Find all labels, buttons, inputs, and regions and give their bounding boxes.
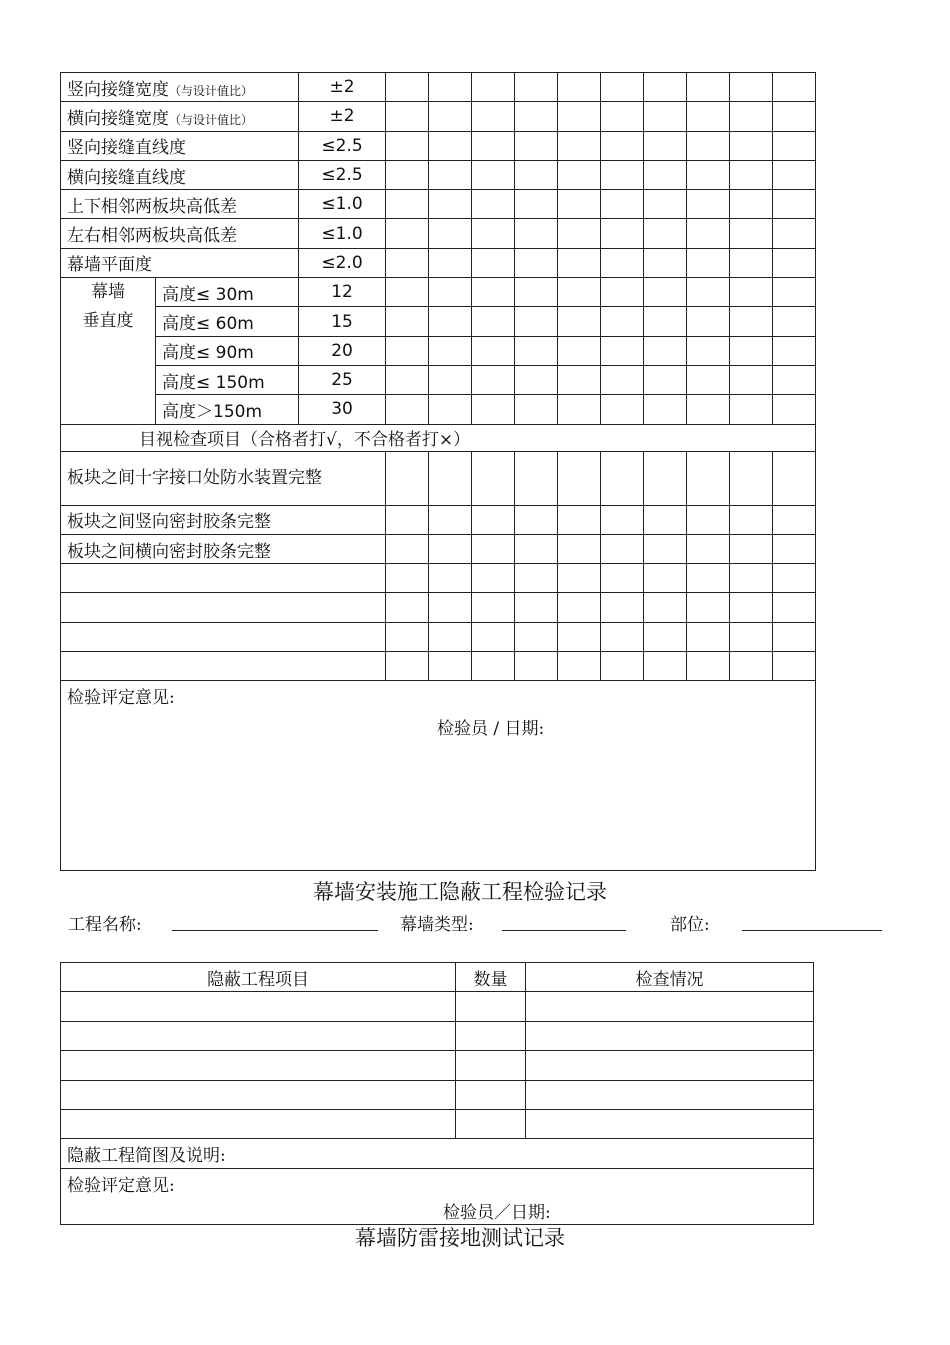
check-cell[interactable] <box>601 102 644 131</box>
check-cell[interactable] <box>601 622 644 651</box>
inspector-label: 检验员／日期: <box>443 1202 551 1223</box>
check-cell[interactable] <box>558 652 601 681</box>
check-cell[interactable] <box>386 451 429 505</box>
check-cell[interactable] <box>644 219 687 248</box>
check-cell[interactable] <box>773 652 816 681</box>
check-cell[interactable] <box>730 652 773 681</box>
check-cell[interactable] <box>558 365 601 394</box>
table-row <box>61 395 816 424</box>
header-quantity: 数量 <box>456 963 526 992</box>
check-cell[interactable] <box>730 73 773 102</box>
check-cell[interactable] <box>773 219 816 248</box>
check-cell[interactable] <box>773 534 816 563</box>
height-range-cell: 高度≤ 30m <box>156 278 299 307</box>
wall-type-field[interactable] <box>502 930 626 931</box>
blank-cell[interactable] <box>456 1051 526 1080</box>
tolerance-cell: ±2 <box>299 102 386 131</box>
check-cell[interactable] <box>558 622 601 651</box>
section-title-lightning-test: 幕墙防雷接地测试记录 <box>355 1226 565 1250</box>
table-row <box>61 564 816 593</box>
check-cell[interactable] <box>601 336 644 365</box>
check-cell[interactable] <box>515 278 558 307</box>
check-cell[interactable] <box>558 505 601 534</box>
check-cell[interactable] <box>773 278 816 307</box>
check-cell[interactable] <box>429 160 472 189</box>
blank-cell[interactable] <box>456 1080 526 1109</box>
check-cell[interactable] <box>773 395 816 424</box>
check-cell[interactable] <box>644 307 687 336</box>
table-row <box>61 652 816 681</box>
check-cell[interactable] <box>429 131 472 160</box>
check-cell[interactable] <box>730 395 773 424</box>
check-cell[interactable] <box>730 534 773 563</box>
item-note: （与设计值比） <box>169 83 254 98</box>
check-cell[interactable] <box>644 564 687 593</box>
tolerance-cell: ≤1.0 <box>299 190 386 219</box>
remark-cell[interactable] <box>61 1168 814 1224</box>
check-cell[interactable] <box>472 534 515 563</box>
blank-cell[interactable] <box>61 1021 456 1050</box>
blank-cell[interactable] <box>526 1080 814 1109</box>
table-row <box>61 505 816 534</box>
tolerance-cell: 20 <box>299 336 386 365</box>
check-cell[interactable] <box>472 219 515 248</box>
check-cell[interactable] <box>472 73 515 102</box>
check-cell[interactable] <box>687 102 730 131</box>
check-cell[interactable] <box>773 365 816 394</box>
check-cell[interactable] <box>472 505 515 534</box>
project-name-field[interactable] <box>172 930 378 931</box>
check-cell[interactable] <box>386 102 429 131</box>
remark-label: 检验评定意见: <box>67 1175 175 1196</box>
check-cell[interactable] <box>472 652 515 681</box>
check-cell[interactable] <box>429 365 472 394</box>
check-cell[interactable] <box>515 248 558 277</box>
check-cell[interactable] <box>730 593 773 622</box>
verticality-label-line1: 幕墙 <box>91 282 125 303</box>
item-label: 竖向接缝宽度 <box>67 79 169 100</box>
height-range-cell: 高度≤ 60m <box>156 307 299 336</box>
blank-cell[interactable] <box>526 1021 814 1050</box>
check-cell[interactable] <box>644 336 687 365</box>
table-row <box>61 1109 814 1138</box>
tolerance-cell: ≤1.0 <box>299 219 386 248</box>
check-cell[interactable] <box>687 73 730 102</box>
item-cell <box>61 248 299 277</box>
check-cell[interactable] <box>429 593 472 622</box>
check-cell[interactable] <box>730 131 773 160</box>
wall-type-label: 幕墙类型: <box>400 915 474 935</box>
check-cell[interactable] <box>386 622 429 651</box>
check-cell[interactable] <box>515 336 558 365</box>
check-cell[interactable] <box>472 190 515 219</box>
check-cell[interactable] <box>429 505 472 534</box>
blank-item-cell[interactable] <box>61 593 386 622</box>
item-cell <box>61 219 299 248</box>
check-cell[interactable] <box>429 652 472 681</box>
check-cell[interactable] <box>601 395 644 424</box>
blank-item-cell[interactable] <box>61 564 386 593</box>
check-cell[interactable] <box>558 307 601 336</box>
check-cell[interactable] <box>601 365 644 394</box>
check-cell[interactable] <box>515 131 558 160</box>
blank-cell[interactable] <box>61 1109 456 1138</box>
check-cell[interactable] <box>515 451 558 505</box>
check-cell[interactable] <box>601 593 644 622</box>
check-cell[interactable] <box>472 451 515 505</box>
table-row <box>61 1021 814 1050</box>
table-row <box>61 190 816 219</box>
visual-item: 板块之间竖向密封胶条完整 <box>61 505 386 534</box>
check-cell[interactable] <box>515 190 558 219</box>
check-cell[interactable] <box>687 307 730 336</box>
check-cell[interactable] <box>687 652 730 681</box>
blank-cell[interactable] <box>61 1080 456 1109</box>
table-row <box>61 1080 814 1109</box>
table-row <box>61 307 816 336</box>
check-cell[interactable] <box>601 73 644 102</box>
check-cell[interactable] <box>515 102 558 131</box>
check-cell[interactable] <box>687 593 730 622</box>
tolerance-cell: ≤2.0 <box>299 248 386 277</box>
check-cell[interactable] <box>644 451 687 505</box>
check-cell[interactable] <box>601 190 644 219</box>
check-cell[interactable] <box>429 395 472 424</box>
header-hidden-item: 隐蔽工程项目 <box>61 963 456 992</box>
check-cell[interactable] <box>429 219 472 248</box>
check-cell[interactable] <box>472 622 515 651</box>
check-cell[interactable] <box>601 160 644 189</box>
remark-row <box>61 681 816 871</box>
tolerance-cell: ±2 <box>299 73 386 102</box>
check-cell[interactable] <box>386 73 429 102</box>
remark-cell[interactable] <box>61 681 816 871</box>
check-cell[interactable] <box>386 534 429 563</box>
check-cell[interactable] <box>515 622 558 651</box>
check-cell[interactable] <box>601 278 644 307</box>
check-cell[interactable] <box>429 534 472 563</box>
check-cell[interactable] <box>773 451 816 505</box>
item-label: 左右相邻两板块高低差 <box>67 226 237 247</box>
tolerance-cell: 15 <box>299 307 386 336</box>
check-cell[interactable] <box>644 365 687 394</box>
check-cell[interactable] <box>644 395 687 424</box>
check-cell[interactable] <box>687 534 730 563</box>
check-cell[interactable] <box>558 190 601 219</box>
check-cell[interactable] <box>472 102 515 131</box>
check-cell[interactable] <box>558 219 601 248</box>
check-cell[interactable] <box>601 307 644 336</box>
check-cell[interactable] <box>515 564 558 593</box>
check-cell[interactable] <box>730 190 773 219</box>
check-cell[interactable] <box>429 336 472 365</box>
check-cell[interactable] <box>472 365 515 394</box>
check-cell[interactable] <box>644 73 687 102</box>
check-cell[interactable] <box>515 307 558 336</box>
remark-label: 检验评定意见: <box>67 688 175 709</box>
check-cell[interactable] <box>386 564 429 593</box>
table-row <box>61 1051 814 1080</box>
check-cell[interactable] <box>472 278 515 307</box>
check-cell[interactable] <box>472 564 515 593</box>
check-cell[interactable] <box>730 278 773 307</box>
check-cell[interactable] <box>773 505 816 534</box>
check-cell[interactable] <box>644 652 687 681</box>
check-cell[interactable] <box>644 102 687 131</box>
blank-cell[interactable] <box>526 1051 814 1080</box>
check-cell[interactable] <box>687 564 730 593</box>
check-cell[interactable] <box>687 505 730 534</box>
check-cell[interactable] <box>644 505 687 534</box>
check-cell[interactable] <box>472 395 515 424</box>
blank-cell[interactable] <box>526 1109 814 1138</box>
table-row <box>61 534 816 563</box>
location-label: 部位: <box>670 915 710 935</box>
check-cell[interactable] <box>730 564 773 593</box>
item-cell <box>61 190 299 219</box>
check-cell[interactable] <box>687 336 730 365</box>
check-cell[interactable] <box>386 160 429 189</box>
check-cell[interactable] <box>386 395 429 424</box>
check-cell[interactable] <box>515 652 558 681</box>
check-cell[interactable] <box>601 248 644 277</box>
check-cell[interactable] <box>730 307 773 336</box>
item-cell <box>61 73 299 102</box>
check-cell[interactable] <box>687 395 730 424</box>
height-range-cell: 高度≤ 150m <box>156 365 299 394</box>
check-cell[interactable] <box>472 336 515 365</box>
check-cell[interactable] <box>601 131 644 160</box>
check-cell[interactable] <box>558 131 601 160</box>
check-cell[interactable] <box>601 534 644 563</box>
check-cell[interactable] <box>429 307 472 336</box>
check-cell[interactable] <box>429 190 472 219</box>
hidden-works-table <box>60 962 814 1225</box>
tolerance-cell: ≤2.5 <box>299 131 386 160</box>
check-cell[interactable] <box>644 593 687 622</box>
check-cell[interactable] <box>730 219 773 248</box>
check-cell[interactable] <box>558 160 601 189</box>
check-cell[interactable] <box>730 102 773 131</box>
check-cell[interactable] <box>730 365 773 394</box>
check-cell[interactable] <box>515 73 558 102</box>
visual-item: 板块之间十字接口处防水装置完整 <box>61 451 386 505</box>
check-cell[interactable] <box>687 248 730 277</box>
project-meta-line <box>68 910 898 934</box>
item-cell <box>61 102 299 131</box>
item-cell <box>61 131 299 160</box>
blank-item-cell[interactable] <box>61 622 386 651</box>
blank-item-cell[interactable] <box>61 652 386 681</box>
check-cell[interactable] <box>601 564 644 593</box>
sketch-label: 隐蔽工程简图及说明: <box>61 1139 814 1168</box>
height-range-cell: 高度＞150m <box>156 395 299 424</box>
check-cell[interactable] <box>558 564 601 593</box>
check-cell[interactable] <box>730 160 773 189</box>
check-cell[interactable] <box>386 505 429 534</box>
check-cell[interactable] <box>730 451 773 505</box>
check-cell[interactable] <box>386 593 429 622</box>
tolerance-inspection-table <box>60 72 816 871</box>
check-cell[interactable] <box>472 593 515 622</box>
location-field[interactable] <box>742 930 882 931</box>
height-range-cell: 高度≤ 90m <box>156 336 299 365</box>
check-cell[interactable] <box>644 190 687 219</box>
check-cell[interactable] <box>386 248 429 277</box>
table-row <box>61 365 816 394</box>
item-cell <box>61 160 299 189</box>
table-row <box>61 336 816 365</box>
check-cell[interactable] <box>429 451 472 505</box>
check-cell[interactable] <box>773 160 816 189</box>
table-row <box>61 160 816 189</box>
check-cell[interactable] <box>558 593 601 622</box>
check-cell[interactable] <box>515 395 558 424</box>
check-cell[interactable] <box>644 278 687 307</box>
tolerance-cell: 30 <box>299 395 386 424</box>
check-cell[interactable] <box>773 190 816 219</box>
check-cell[interactable] <box>515 160 558 189</box>
check-cell[interactable] <box>558 395 601 424</box>
check-cell[interactable] <box>644 248 687 277</box>
check-cell[interactable] <box>472 307 515 336</box>
table-row <box>61 451 816 505</box>
visual-item: 板块之间横向密封胶条完整 <box>61 534 386 563</box>
table-row <box>61 593 816 622</box>
section-title-hidden-works: 幕墙安装施工隐蔽工程检验记录 <box>313 880 607 904</box>
check-cell[interactable] <box>773 102 816 131</box>
check-cell[interactable] <box>730 622 773 651</box>
item-label: 横向接缝直线度 <box>67 167 186 188</box>
check-cell[interactable] <box>687 622 730 651</box>
check-cell[interactable] <box>386 190 429 219</box>
inspector-label: 检验员 / 日期: <box>437 719 545 740</box>
check-cell[interactable] <box>773 248 816 277</box>
blank-cell[interactable] <box>61 1051 456 1080</box>
check-cell[interactable] <box>558 278 601 307</box>
header-inspection-status: 检查情况 <box>526 963 814 992</box>
check-cell[interactable] <box>687 131 730 160</box>
item-note: （与设计值比） <box>169 112 254 127</box>
check-cell[interactable] <box>429 622 472 651</box>
check-cell[interactable] <box>429 73 472 102</box>
check-cell[interactable] <box>644 131 687 160</box>
visual-header-row <box>61 424 816 451</box>
check-cell[interactable] <box>386 219 429 248</box>
table-row <box>61 102 816 131</box>
check-cell[interactable] <box>644 160 687 189</box>
check-cell[interactable] <box>687 219 730 248</box>
check-cell[interactable] <box>429 248 472 277</box>
check-cell[interactable] <box>773 336 816 365</box>
project-name-label: 工程名称: <box>68 915 142 935</box>
check-cell[interactable] <box>429 102 472 131</box>
item-label: 横向接缝宽度 <box>67 108 169 129</box>
check-cell[interactable] <box>601 219 644 248</box>
check-cell[interactable] <box>558 336 601 365</box>
check-cell[interactable] <box>773 131 816 160</box>
check-cell[interactable] <box>558 73 601 102</box>
check-cell[interactable] <box>472 160 515 189</box>
table-row <box>61 219 816 248</box>
check-cell[interactable] <box>644 622 687 651</box>
check-cell[interactable] <box>730 336 773 365</box>
table-row <box>61 278 816 307</box>
check-cell[interactable] <box>386 336 429 365</box>
check-cell[interactable] <box>429 278 472 307</box>
table-header-row <box>61 963 814 992</box>
blank-cell[interactable] <box>526 992 814 1021</box>
tolerance-cell: 12 <box>299 278 386 307</box>
verticality-group-cell <box>61 278 156 424</box>
blank-cell[interactable] <box>456 1109 526 1138</box>
blank-cell[interactable] <box>456 992 526 1021</box>
check-cell[interactable] <box>687 278 730 307</box>
check-cell[interactable] <box>687 160 730 189</box>
check-cell[interactable] <box>386 652 429 681</box>
table-row <box>61 992 814 1021</box>
check-cell[interactable] <box>386 278 429 307</box>
blank-cell[interactable] <box>61 992 456 1021</box>
check-cell[interactable] <box>687 451 730 505</box>
blank-cell[interactable] <box>456 1021 526 1050</box>
check-cell[interactable] <box>730 505 773 534</box>
check-cell[interactable] <box>515 593 558 622</box>
check-cell[interactable] <box>472 248 515 277</box>
table-row <box>61 248 816 277</box>
check-cell[interactable] <box>601 451 644 505</box>
check-cell[interactable] <box>687 190 730 219</box>
check-cell[interactable] <box>515 219 558 248</box>
check-cell[interactable] <box>773 593 816 622</box>
check-cell[interactable] <box>558 248 601 277</box>
verticality-label-line2: 垂直度 <box>82 311 134 332</box>
item-label: 幕墙平面度 <box>67 255 152 276</box>
check-cell[interactable] <box>386 131 429 160</box>
remark-row <box>61 1168 814 1224</box>
check-cell[interactable] <box>558 451 601 505</box>
check-cell[interactable] <box>601 505 644 534</box>
item-label: 竖向接缝直线度 <box>67 138 186 159</box>
check-cell[interactable] <box>773 564 816 593</box>
check-cell[interactable] <box>515 534 558 563</box>
check-cell[interactable] <box>730 248 773 277</box>
check-cell[interactable] <box>773 622 816 651</box>
check-cell[interactable] <box>558 102 601 131</box>
check-cell[interactable] <box>558 534 601 563</box>
sketch-row <box>61 1139 814 1168</box>
check-cell[interactable] <box>515 365 558 394</box>
check-cell[interactable] <box>515 505 558 534</box>
table-row <box>61 73 816 102</box>
table-row <box>61 622 816 651</box>
visual-header: 目视检查项目（合格者打√，不合格者打×） <box>61 424 816 451</box>
check-cell[interactable] <box>429 564 472 593</box>
check-cell[interactable] <box>644 534 687 563</box>
check-cell[interactable] <box>386 307 429 336</box>
item-label: 上下相邻两板块高低差 <box>67 196 237 217</box>
check-cell[interactable] <box>601 652 644 681</box>
check-cell[interactable] <box>773 73 816 102</box>
tolerance-cell: ≤2.5 <box>299 160 386 189</box>
check-cell[interactable] <box>472 131 515 160</box>
tolerance-cell: 25 <box>299 365 386 394</box>
table-row <box>61 131 816 160</box>
check-cell[interactable] <box>386 365 429 394</box>
check-cell[interactable] <box>773 307 816 336</box>
check-cell[interactable] <box>687 365 730 394</box>
